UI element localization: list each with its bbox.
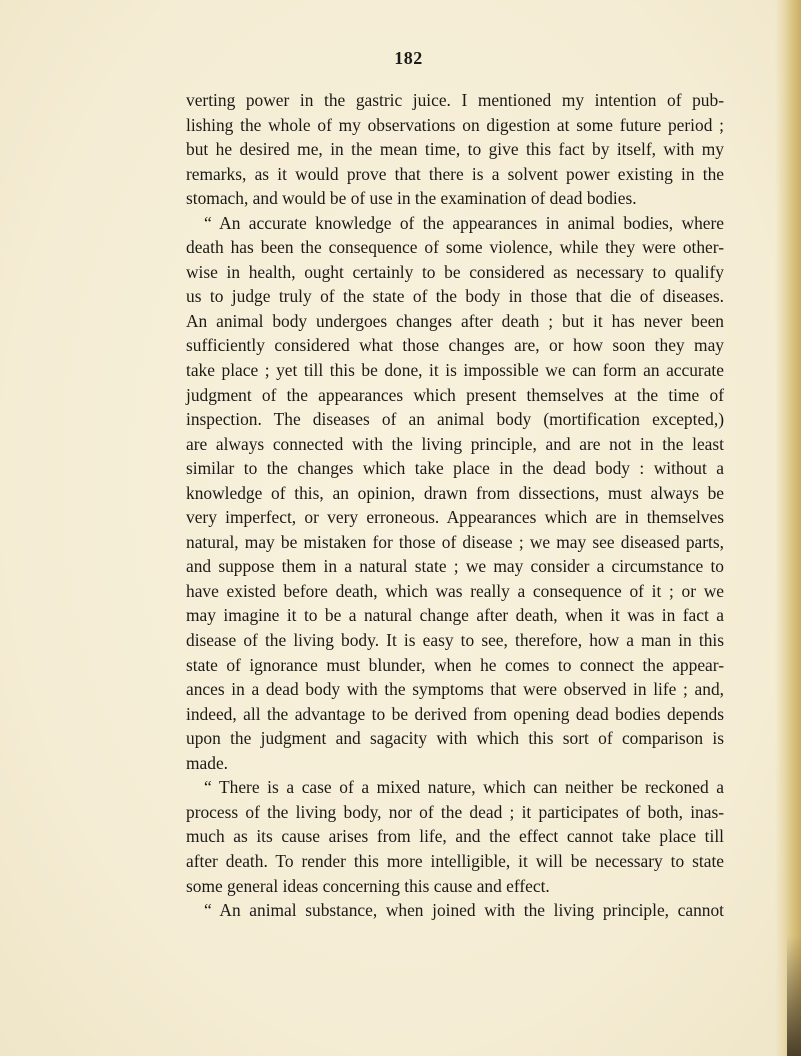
text-line: natural, may be mistaken for those of disease ; we may see diseased parts,: [186, 531, 724, 552]
text-line: sufficiently considered what those changes are, or how soon they may: [186, 335, 724, 356]
text-line: after death. To render this more intelligible, it will be necessary to state: [186, 850, 724, 871]
text-line: “ An accurate knowledge of the appearances in animal bodies, where: [204, 212, 724, 233]
text-line: state of ignorance must blunder, when he comes to connect the appear-: [186, 654, 724, 675]
page-number: 182: [394, 48, 423, 68]
text-line: upon the judgment and sagacity with which this sort of comparison is: [186, 728, 724, 749]
text-line: judgment of the appearances which present themselves at the time of: [186, 384, 724, 405]
text-line: some general ideas concerning this cause and effect.: [186, 875, 550, 896]
text-line: similar to the changes which take place in the dead body : without a: [186, 458, 724, 479]
text-line: indeed, all the advantage to be derived from opening dead bodies depends: [186, 703, 724, 724]
text-line: stomach, and would be of use in the examination of dead bodies.: [186, 188, 637, 209]
text-line: but he desired me, in the mean time, to give this fact by itself, with my: [186, 139, 724, 160]
text-line: are always connected with the living principle, and are not in the least: [186, 433, 724, 454]
page-corner-shadow: [787, 936, 801, 1056]
text-line: have existed before death, which was really a consequence of it ; or we: [186, 580, 724, 601]
text-line: lishing the whole of my observations on digestion at some future period ;: [186, 114, 724, 135]
body-text: [186, 88, 724, 923]
text-line: made.: [186, 752, 229, 773]
text-line: may imagine it to be a natural change after death, when it was in fact a: [186, 605, 724, 626]
text-line: us to judge truly of the state of the body in those that die of diseases.: [186, 286, 724, 307]
text-line: take place ; yet till this be done, it is impossible we can form an accurate: [186, 360, 724, 381]
text-line: much as its cause arises from life, and the effect cannot take place till: [186, 826, 724, 847]
text-line: “ There is a case of a mixed nature, which can neither be reckoned a: [204, 777, 724, 798]
text-line: verting power in the gastric juice. I mentioned my intention of pub-: [186, 90, 724, 110]
text-line: death has been the consequence of some violence, while they were other-: [186, 237, 724, 258]
text-line: “ An animal substance, when joined with the living principle, cannot: [204, 900, 724, 921]
text-line: wise in health, ought certainly to be considered as necessary to qualify: [186, 261, 724, 282]
page-edge-shadow: [775, 0, 801, 1056]
text-line: very imperfect, or very erroneous. Appearances which are in themselves: [186, 507, 724, 528]
text-line: remarks, as it would prove that there is a solvent power existing in the: [186, 163, 724, 184]
text-line: inspection. The diseases of an animal body (mortification excepted,): [186, 409, 724, 430]
text-line: process of the living body, nor of the dead ; it participates of both, inas-: [186, 801, 724, 822]
text-line: An animal body undergoes changes after death ; but it has never been: [186, 310, 724, 331]
text-line: knowledge of this, an opinion, drawn from dissections, must always be: [186, 482, 724, 503]
text-line: disease of the living body. It is easy to see, therefore, how a man in this: [186, 630, 724, 651]
text-line: and suppose them in a natural state ; we may consider a circumstance to: [186, 556, 724, 577]
text-line: ances in a dead body with the symptoms that were observed in life ; and,: [186, 679, 724, 700]
